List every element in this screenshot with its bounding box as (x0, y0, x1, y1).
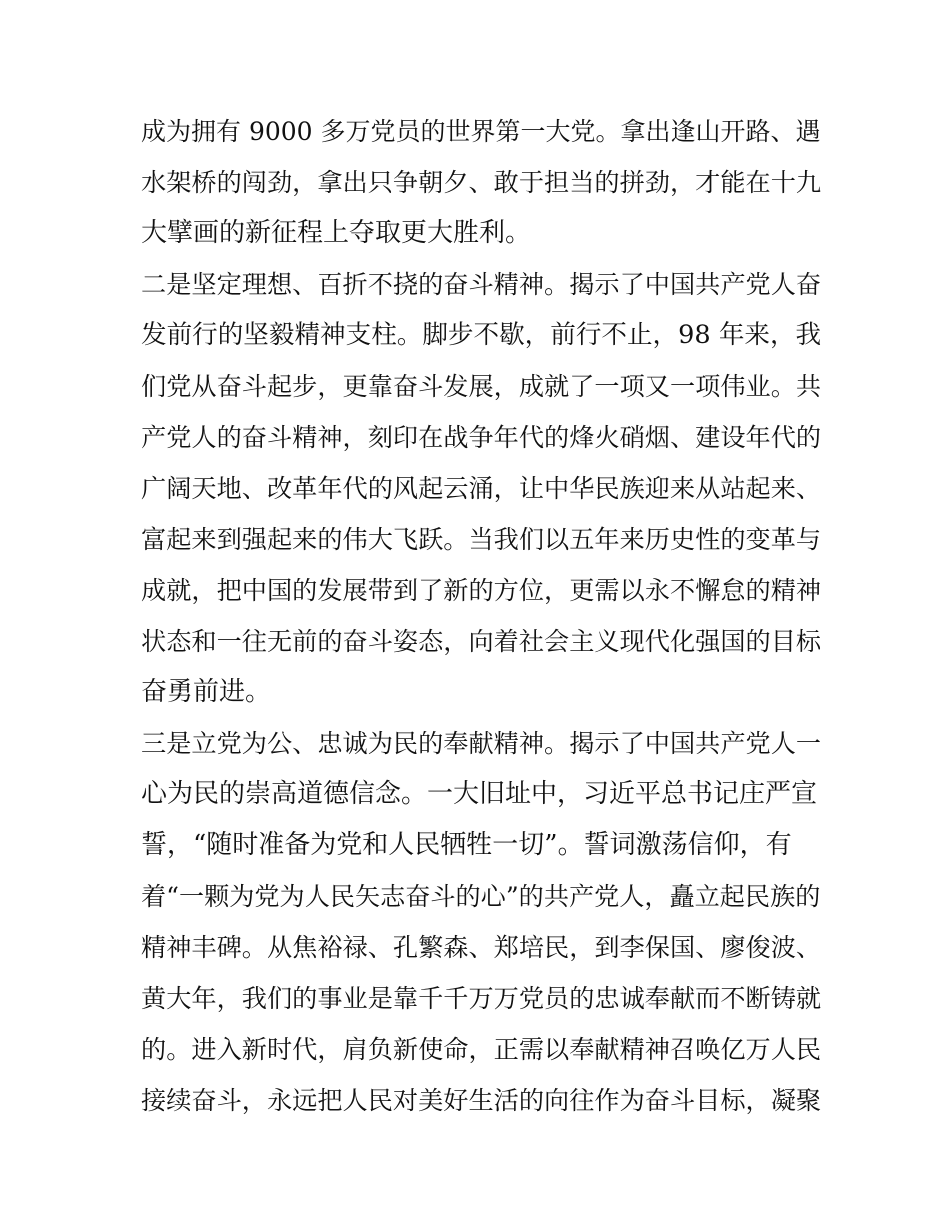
text-line: 们党从奋斗起步，更靠奋斗发展，成就了一项又一项伟业。共 (141, 372, 822, 401)
text-line: 的。进入新时代，肩负新使命，正需以奉献精神召唤亿万人民 (141, 1035, 822, 1064)
text-line: 水架桥的闯劲，拿出只争朝夕、敢于担当的拼劲，才能在十九 (141, 168, 822, 197)
text-line: 成就，把中国的发展带到了新的方位，更需以永不懈怠的精神 (141, 576, 822, 605)
text-line: 发前行的坚毅精神支柱。脚步不歇，前行不止，98 年来，我 (141, 320, 822, 350)
text-line: 富起来到强起来的伟大飞跃。当我们以五年来历史性的变革与 (141, 525, 822, 554)
text-line: 状态和一往无前的奋斗姿态，向着社会主义现代化强国的目标 (141, 627, 822, 656)
text-line: 着“一颗为党为人民矢志奋斗的心”的共产党人，矗立起民族的 (141, 882, 821, 911)
text-line: 精神丰碑。从焦裕禄、孔繁森、郑培民，到李保国、廖俊波、 (141, 933, 822, 962)
text-line: 三是立党为公、忠诚为民的奉献精神。揭示了中国共产党人一 (141, 729, 822, 758)
text-line: 誓，“随时准备为党和人民牺牲一切”。誓词激荡信仰，有 (141, 830, 792, 860)
text-line: 黄大年，我们的事业是靠千千万万党员的忠诚奉献而不断铸就 (141, 984, 822, 1013)
text-line: 成为拥有 9000 多万党员的世界第一大党。拿出逢山开路、遇 (141, 117, 821, 146)
text-line: 二是坚定理想、百折不挠的奋斗精神。揭示了中国共产党人奋 (141, 270, 822, 299)
text-line: 奋勇前进。 (141, 677, 272, 707)
text-line: 大擘画的新征程上夺取更大胜利。 (141, 218, 532, 248)
text-line: 接续奋斗，永远把人民对美好生活的向往作为奋斗目标，凝聚 (141, 1086, 822, 1115)
text-line: 心为民的崇高道德信念。一大旧址中，习近平总书记庄严宣 (141, 779, 818, 809)
text-line: 产党人的奋斗精神，刻印在战争年代的烽火硝烟、建设年代的 (141, 423, 822, 452)
text-line: 广阔天地、改革年代的风起云涌，让中华民族迎来从站起来、 (141, 474, 822, 503)
body-text (141, 106, 821, 1126)
